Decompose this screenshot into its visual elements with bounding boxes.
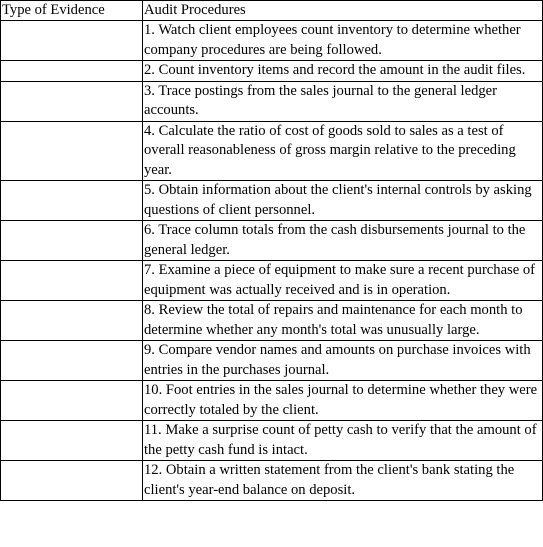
audit-procedure-cell: 3. Trace postings from the sales journal to the general ledger accounts. [143,81,543,121]
type-of-evidence-cell[interactable] [1,341,143,381]
type-of-evidence-cell[interactable] [1,21,143,61]
audit-procedure-cell: 12. Obtain a written statement from the client's bank stating the client's year-end balance on deposit. [143,461,543,501]
type-of-evidence-cell[interactable] [1,181,143,221]
type-of-evidence-cell[interactable] [1,121,143,181]
type-of-evidence-cell[interactable] [1,381,143,421]
audit-procedure-cell: 4. Calculate the ratio of cost of goods sold to sales as a test of overall reasonableness of gross margin relative to the preceding year. [143,121,543,181]
type-of-evidence-cell[interactable] [1,261,143,301]
table-row [1,301,543,341]
header-row [1,1,543,21]
audit-procedure-cell: 5. Obtain information about the client's internal controls by asking questions of client personnel. [143,181,543,221]
type-of-evidence-cell[interactable] [1,221,143,261]
audit-procedure-cell: 1. Watch client employees count inventory to determine whether company procedures are being followed. [143,21,543,61]
audit-procedure-cell: 9. Compare vendor names and amounts on purchase invoices with entries in the purchases journal. [143,341,543,381]
table-row [1,61,543,82]
type-of-evidence-header: Type of Evidence [1,1,143,21]
table-row [1,341,543,381]
audit-procedure-cell: 2. Count inventory items and record the amount in the audit files. [143,61,543,82]
table-row [1,81,543,121]
audit-procedure-cell: 10. Foot entries in the sales journal to determine whether they were correctly totaled by the client. [143,381,543,421]
type-of-evidence-cell[interactable] [1,301,143,341]
type-of-evidence-cell[interactable] [1,421,143,461]
type-of-evidence-cell[interactable] [1,461,143,501]
table-row [1,421,543,461]
table-row [1,221,543,261]
table-row [1,181,543,221]
audit-procedure-cell: 6. Trace column totals from the cash disbursements journal to the general ledger. [143,221,543,261]
table-row [1,261,543,301]
audit-procedures-header: Audit Procedures [143,1,543,21]
audit-procedure-cell: 8. Review the total of repairs and maintenance for each month to determine whether any month's total was unusually large. [143,301,543,341]
audit-procedure-cell: 11. Make a surprise count of petty cash to verify that the amount of the petty cash fund is intact. [143,421,543,461]
type-of-evidence-cell[interactable] [1,61,143,82]
table-row [1,461,543,501]
audit-procedure-cell: 7. Examine a piece of equipment to make sure a recent purchase of equipment was actually received and is in operation. [143,261,543,301]
table-row [1,21,543,61]
type-of-evidence-cell[interactable] [1,81,143,121]
table-row [1,381,543,421]
table-row [1,121,543,181]
